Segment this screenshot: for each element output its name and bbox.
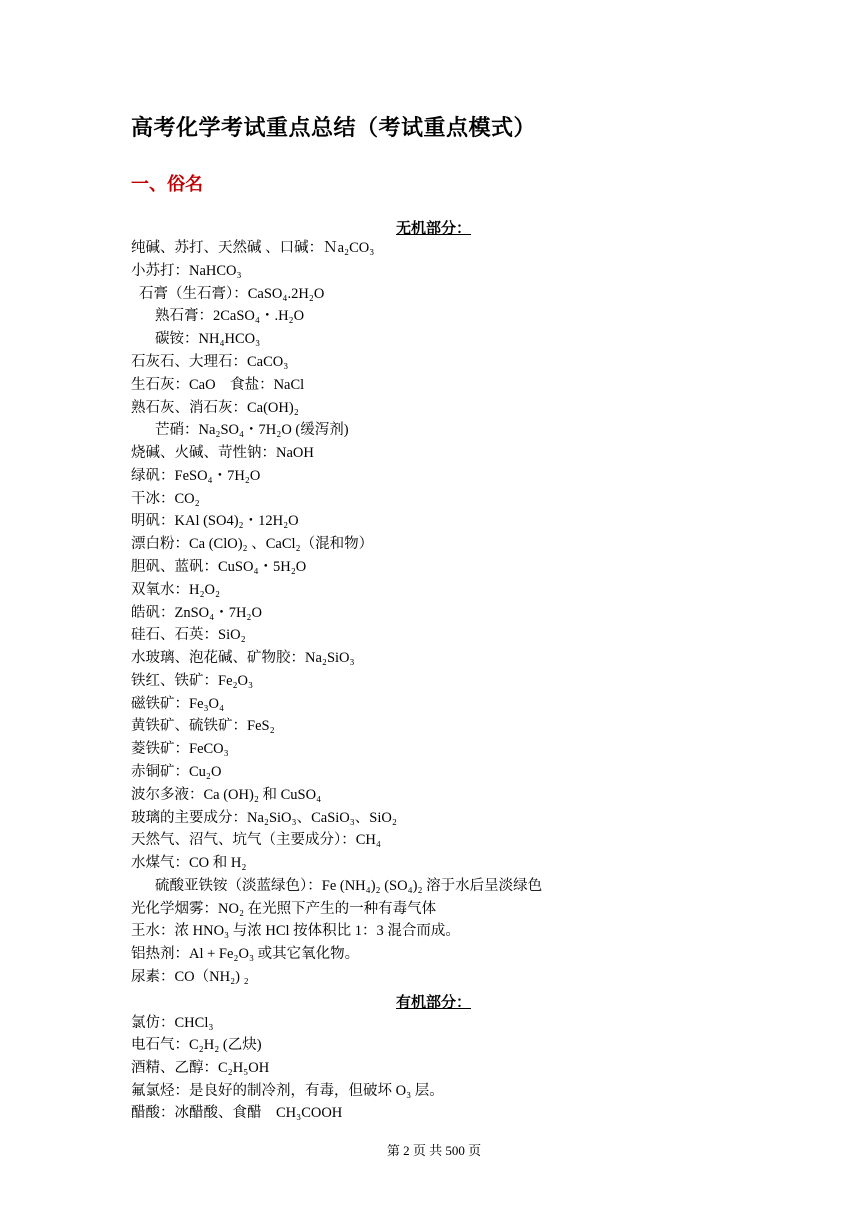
line: 氟氯烃：是良好的制冷剂，有毒，但破坏 O₃ 层。 — [131, 1083, 444, 1099]
line: 漂白粉：Ca (ClO)₂ 、CaCl₂（混和物） — [131, 536, 374, 552]
line: 芒硝：Na₂SO₄・7H₂O (缓泻剂) — [155, 422, 349, 438]
line: 王水：浓 HNO₃ 与浓 HCl 按体积比 1：3 混合而成。 — [131, 923, 460, 939]
line: 烧碱、火碱、苛性钠：NaOH — [131, 445, 314, 461]
line: 熟石膏：2CaSO₄・.H₂O — [155, 308, 305, 324]
inorganic-subheading: 无机部分： — [396, 221, 472, 237]
line: 波尔多液：Ca (OH)₂ 和 CuSO₄ — [131, 787, 322, 803]
line: 干冰：CO₂ — [131, 491, 200, 507]
line: 水玻璃、泡花碱、矿物胶：Na₂SiO₃ — [131, 650, 355, 666]
line: 氯仿：CHCl₃ — [131, 1015, 214, 1031]
line: 赤铜矿：Cu₂O — [131, 764, 222, 780]
line: 酒精、乙醇：C₂H₅OH — [131, 1060, 270, 1076]
line: 醋酸：冰醋酸、食醋 CH₃COOH — [131, 1105, 343, 1121]
line: 纯碱、苏打、天然碱 、口碱：Ｎa₂CO₃ — [131, 240, 375, 256]
line: 石灰石、大理石：CaCO₃ — [131, 354, 289, 370]
line: 铁红、铁矿：Fe₂O₃ — [131, 673, 254, 689]
line: 天然气、沼气、坑气（主要成分）：CH₄ — [131, 832, 381, 848]
line: 尿素：CO（NH₂) ₂ — [131, 969, 249, 985]
line: 硫酸亚铁铵（淡蓝绿色）：Fe (NH₄)₂ (SO₄)₂ 溶于水后呈淡绿色 — [155, 878, 543, 894]
line: 熟石灰、消石灰：Ca(OH)₂ — [131, 400, 299, 416]
organic-subheading: 有机部分： — [396, 995, 472, 1011]
line: 双氧水：H₂O₂ — [131, 582, 221, 598]
page-footer: 第 2 页 共 500 页 — [386, 1143, 482, 1158]
line: 生石灰：CaO 食盐：NaCl — [131, 377, 305, 393]
line: 水煤气：CO 和 H₂ — [131, 855, 247, 871]
page-title: 高考化学考试重点总结（考试重点模式） — [131, 116, 537, 141]
line: 绿矾：FeSO₄・7H₂O — [131, 468, 261, 484]
line: 碳铵：NH₄HCO₃ — [155, 331, 261, 347]
line: 黄铁矿、硫铁矿：FeS₂ — [131, 718, 275, 734]
line: 明矾：KAl (SO4)₂・12H₂O — [131, 513, 299, 529]
line: 皓矾：ZnSO₄・7H₂O — [131, 605, 262, 621]
line: 光化学烟雾：NO₂ 在光照下产生的一种有毒气体 — [131, 901, 437, 917]
line: 电石气：C₂H₂ (乙炔) — [131, 1037, 262, 1053]
line: 磁铁矿：Fe₃O₄ — [131, 696, 225, 712]
line: 铝热剂：Al + Fe₂O₃ 或其它氧化物。 — [131, 946, 360, 962]
line: 硅石、石英：SiO₂ — [131, 627, 246, 643]
line: 小苏打：NaHCO₃ — [131, 263, 242, 279]
section-heading: 一、俗名 — [131, 174, 203, 195]
line: 石膏（生石膏）：CaSO₄.2H₂O — [139, 286, 325, 302]
line: 胆矾、蓝矾：CuSO₄・5H₂O — [131, 559, 307, 575]
line: 玻璃的主要成分：Na₂SiO₃、CaSiO₃、SiO₂ — [131, 810, 397, 826]
line: 菱铁矿：FeCO₃ — [131, 741, 229, 757]
